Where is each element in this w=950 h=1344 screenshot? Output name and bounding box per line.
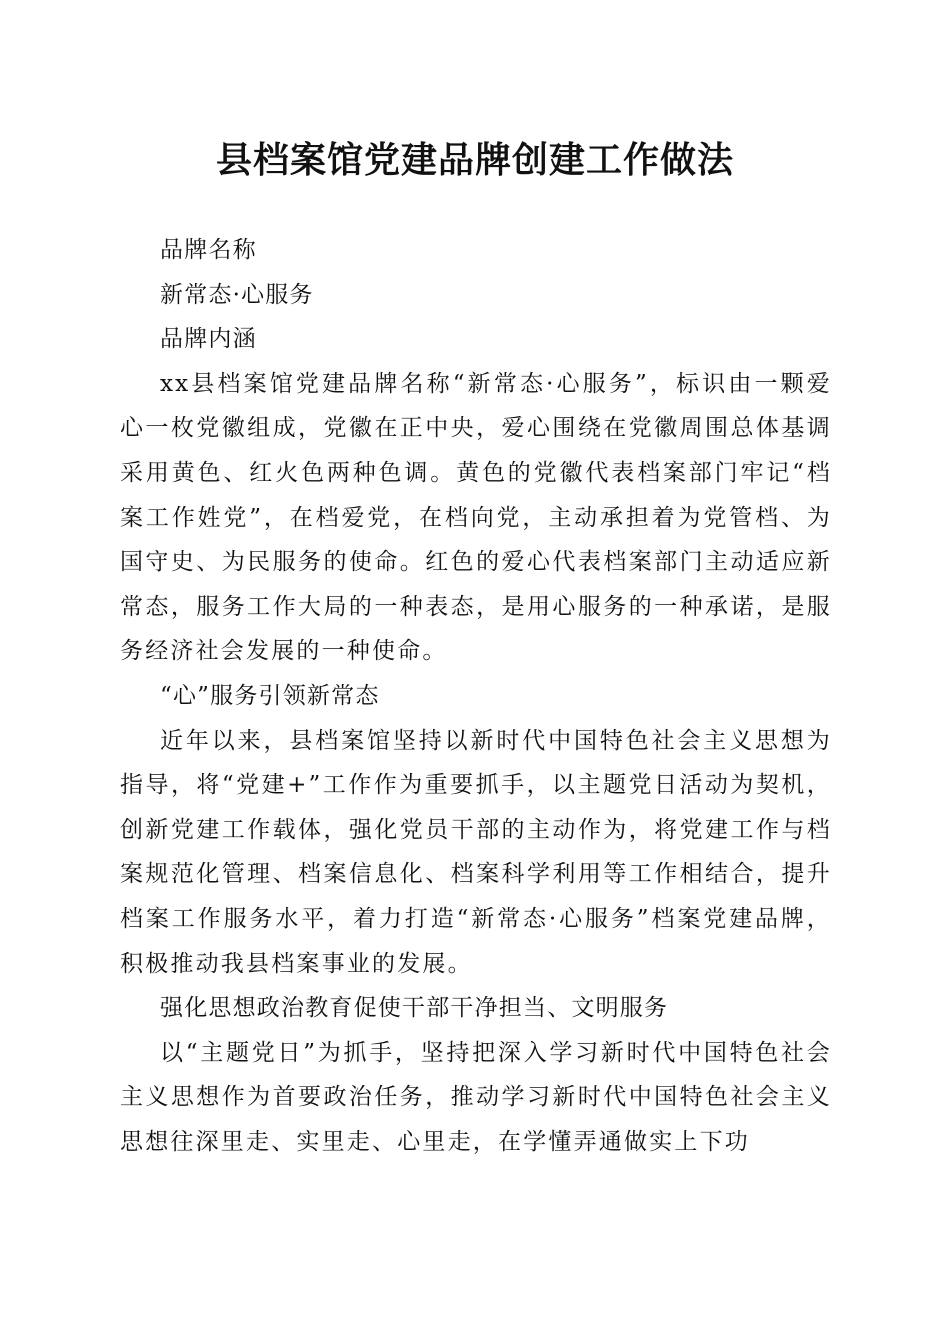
political-education-paragraph: 以“主题党日”为抓手，坚持把深入学习新时代中国特色社会主义思想作为首要政治任务，推动学习新时代中国特色社会主义思想往深里走、实里走、心里走，在学懂弄通做实上下功	[120, 1039, 832, 1155]
document-body	[120, 228, 832, 1164]
brand-name-value: 新常态·心服务	[160, 281, 314, 308]
document-title: 县档案馆党建品牌创建工作做法	[215, 139, 734, 181]
section-heading-heart-service: “心”服务引领新常态	[160, 682, 380, 709]
section-heading-political-education: 强化思想政治教育促使干部干净担当、文明服务	[160, 995, 669, 1022]
section-label-brand-meaning: 品牌内涵	[160, 326, 257, 353]
section-label-brand-name: 品牌名称	[160, 237, 257, 263]
brand-meaning-paragraph: xx县档案馆党建品牌名称“新常态·心服务”，标识由一颗爱心一枚党徽组成，党徽在正中央，爱心围绕在党徽周围总体基调采用黄色、红火色两种色调。黄色的党徽代表档案部门牢记“档案工作姓党”，在档爱党，在档向党，主动承担着为党管档、为国守史、为民服务的使命。红色的爱心代表档案部门主动适应新常态，服务工作大局的一种表态，是用心服务的一种承诺，是服务经济社会发展的一种使命。	[120, 370, 832, 665]
heart-service-paragraph: 近年以来，县档案馆坚持以新时代中国特色社会主义思想为指导，将“党建+”工作作为重要抓手，以主题党日活动为契机，创新党建工作载体，强化党员干部的主动作为，将党建工作与档案规范化管理、档案信息化、档案科学利用等工作相结合，提升档案工作服务水平，着力打造“新常态·心服务”档案党建品牌，积极推动我县档案事业的发展。	[120, 727, 832, 977]
